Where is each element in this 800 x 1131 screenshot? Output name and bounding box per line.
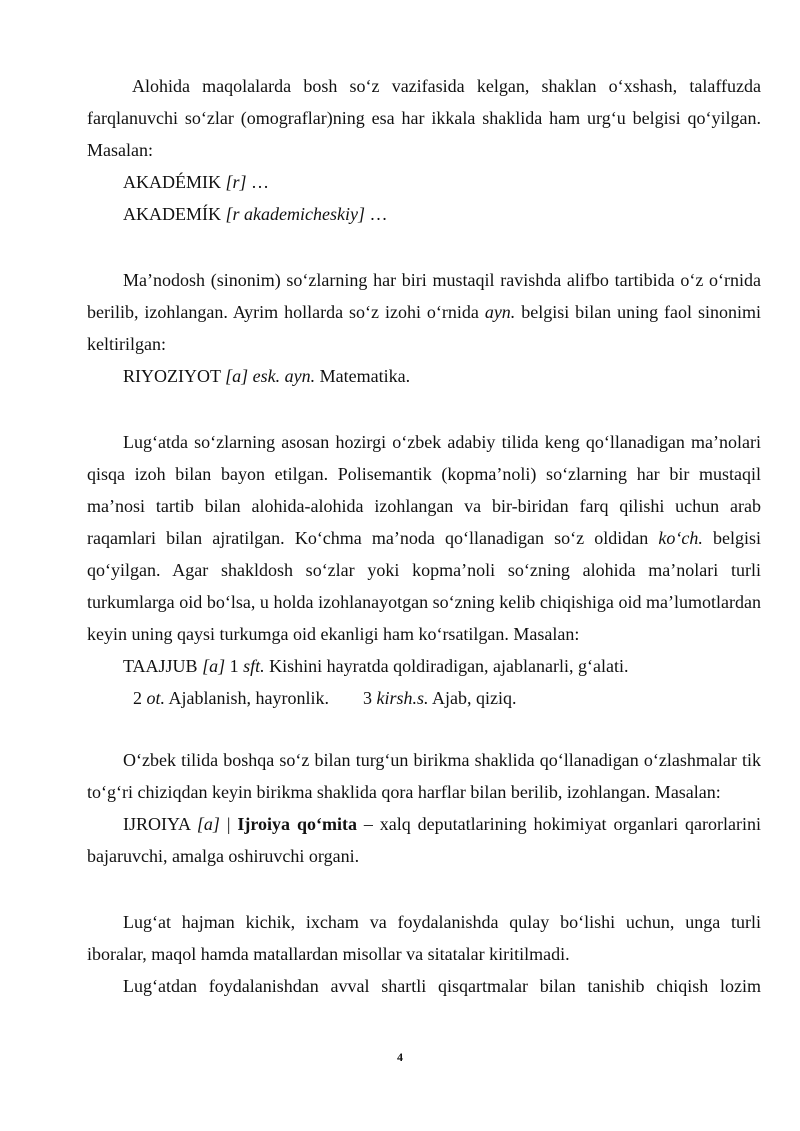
example-akademik-2 bbox=[87, 198, 761, 230]
compound-phrase: Ijroiya qo‘mita bbox=[237, 814, 357, 834]
definition: Matematika. bbox=[315, 366, 411, 386]
paragraph-text: Lug‘atda so‘zlarning asosan hozirgi o‘zbek adabiy tilida keng qo‘llanadigan ma’nolari qisqa izoh bilan bayon etilgan. Polisemantik (kopma’noli) so‘zlarning har bir mustaqil ma’nosi tartib bilan alohida-alohida izohlangan va bir-biridan farq qilishi uchun arab raqamlari bilan ajratilgan. Ko‘chma ma’noda qo‘llanadigan so‘z oldidan bbox=[87, 432, 761, 548]
paragraph-text: Lug‘at hajman kichik, ixcham va foydalanishda qulay bo‘lishi uchun, unga turli iboralar, maqol hamda matallardan misollar va sitatalar kiritilmadi. bbox=[87, 912, 761, 964]
stress-mark: [r] bbox=[225, 172, 247, 192]
definition: Ajablanish, hayronlik. bbox=[165, 688, 329, 708]
page-number: 4 bbox=[397, 1050, 403, 1064]
ellipsis: … bbox=[246, 172, 270, 192]
abbreviation: ot. bbox=[146, 688, 166, 708]
headword: RIYOZIYOT bbox=[123, 366, 226, 386]
spacer bbox=[87, 392, 761, 426]
spacer bbox=[87, 230, 761, 264]
paragraph-text: belgisi qo‘yilgan. Agar shakldosh so‘zlar yoki kopma’noli so‘zning alohida ma’nolari turli turkumlarga oid bo‘lsa, u holda izohlanayotgan so‘zning kelib chiqishiga oid ma’lumotlardan keyin uning qaysi turkumga oid ekanligi ham ko‘rsatilgan. Masalan: bbox=[87, 528, 762, 644]
separator: | bbox=[219, 814, 238, 834]
spacer bbox=[87, 872, 761, 906]
abbreviation: kirsh.s. bbox=[376, 688, 429, 708]
headword: AKADÉMIK bbox=[123, 172, 226, 192]
page-body bbox=[87, 70, 761, 1002]
paragraph-homographs-text: Alohida maqolalarda bosh so‘z vazifasida kelgan, shaklan o‘xshash, talaffuzda farqlanuvchi so‘zlar (omograflar)ning esa har ikkala shaklida ham urg‘u belgisi qo‘yilgan. Masalan: bbox=[87, 76, 761, 160]
sense-number: 2 bbox=[133, 688, 147, 708]
paragraph-synonyms bbox=[87, 264, 761, 360]
headword: IJROIYA bbox=[123, 814, 197, 834]
paragraph-text: O‘zbek tilida boshqa so‘z bilan turg‘un birikma shaklida qo‘llanadigan o‘zlashmalar tik to‘g‘ri chiziqdan keyin birikma shaklida qora harflar bilan berilib, izohlangan. Masalan: bbox=[87, 750, 761, 802]
abbreviation: sft. bbox=[243, 656, 265, 676]
example-akademik-1 bbox=[87, 166, 761, 198]
sense-number: 3 bbox=[363, 688, 377, 708]
abbreviation: ayn. bbox=[484, 302, 516, 322]
stress-mark: [a] bbox=[202, 656, 226, 676]
paragraph-compounds bbox=[87, 744, 761, 808]
example-ijroiya bbox=[87, 808, 761, 872]
ellipsis: … bbox=[364, 204, 388, 224]
headword: TAAJJUB bbox=[123, 656, 203, 676]
paragraph-text: belgisi bilan uning faol sinonimi keltirilgan: bbox=[87, 302, 761, 354]
stress-mark: [r akademicheskiy] bbox=[225, 204, 365, 224]
stress-mark: [a] bbox=[196, 814, 220, 834]
sense-number: 1 bbox=[225, 656, 244, 676]
paragraph-text: Lug‘atdan foydalanishdan avval shartli qisqartmalar bilan tanishib chiqish lozim bbox=[123, 976, 761, 996]
paragraph-text: Ma’nodosh (sinonim) so‘zlarning har biri mustaqil ravishda alifbo tartibida o‘z o‘rnida berilib, izohlangan. Ayrim hollarda so‘z izohi o‘rnida bbox=[87, 270, 761, 322]
definition: Ajab, qiziq. bbox=[428, 688, 517, 708]
paragraph-size bbox=[87, 906, 761, 970]
stress-mark: [a] esk. ayn. bbox=[225, 366, 316, 386]
paragraph-abbreviations bbox=[87, 970, 761, 1002]
paragraph-polysemy bbox=[87, 426, 761, 650]
definition: – xalq deputatlarining hokimiyat organlari qarorlarini bajaruvchi, amalga oshiruvchi organi. bbox=[87, 814, 761, 866]
abbreviation: ko‘ch. bbox=[658, 528, 703, 548]
example-taajjub bbox=[87, 650, 761, 682]
definition: Kishini hayratda qoldiradigan, ajablanarli, g‘alati. bbox=[264, 656, 629, 676]
paragraph-homographs bbox=[87, 70, 761, 166]
example-riyoziyot bbox=[87, 360, 761, 392]
example-taajjub-senses bbox=[87, 682, 761, 714]
headword: AKADEMÍK bbox=[123, 204, 226, 224]
spacer bbox=[87, 714, 761, 744]
